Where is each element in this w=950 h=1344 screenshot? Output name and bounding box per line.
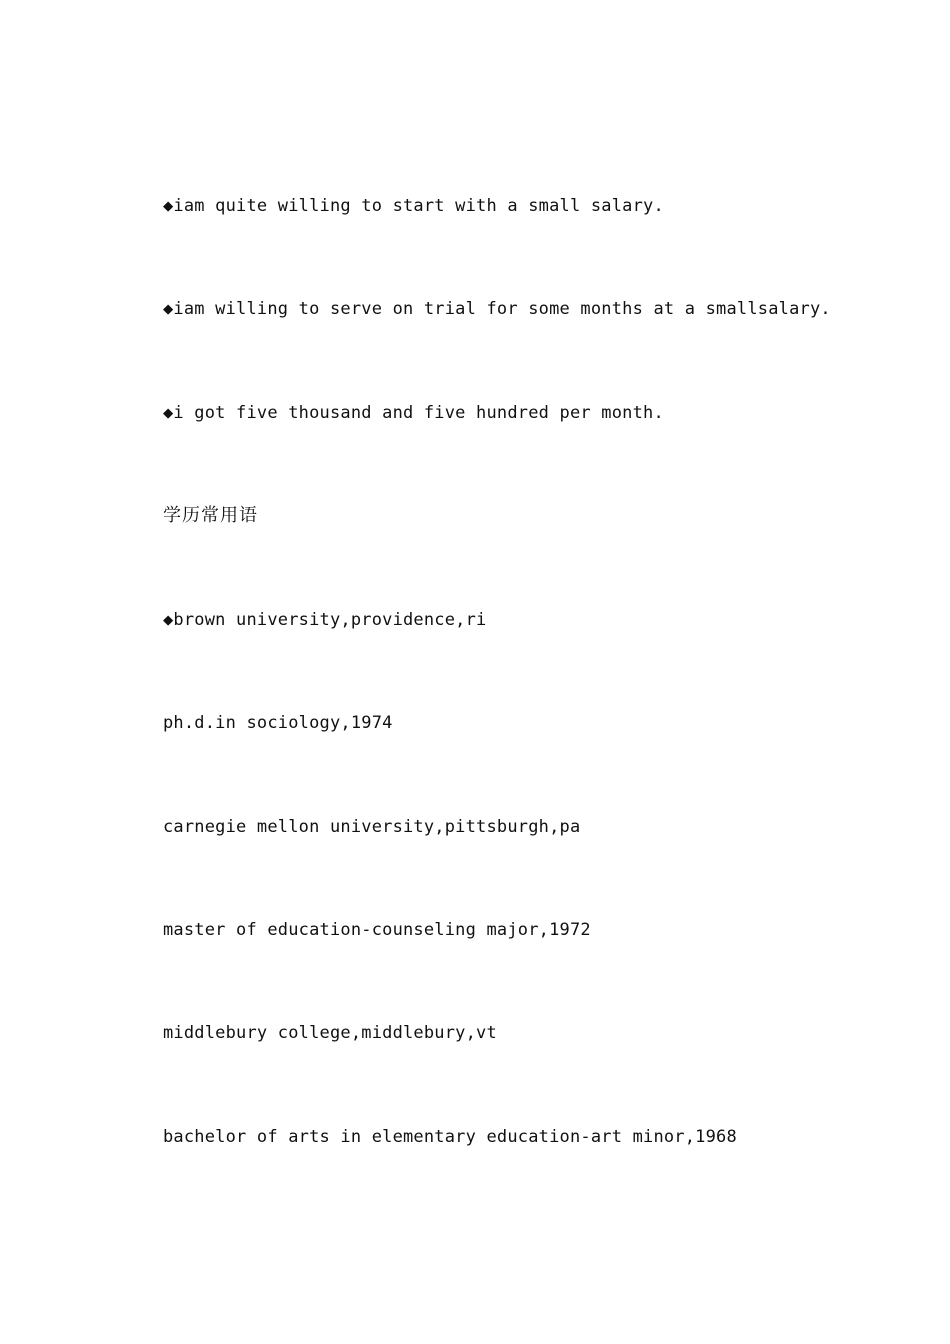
education-line-5: middlebury college,middlebury,vt (163, 1023, 497, 1043)
education-line-4: master of education-counseling major,1972 (163, 920, 591, 940)
section-heading-education: 学历常用语 (163, 505, 258, 526)
salary-line-3: ◆i got five thousand and five hundred per month. (163, 403, 664, 423)
salary-line-1: ◆iam quite willing to start with a small salary. (163, 196, 664, 216)
education-line-6: bachelor of arts in elementary education-art minor,1968 (163, 1127, 737, 1147)
education-line-3: carnegie mellon university,pittsburgh,pa (163, 817, 581, 837)
education-line-2: ph.d.in sociology,1974 (163, 713, 393, 733)
salary-line-2: ◆iam willing to serve on trial for some months at a smallsalary. (163, 299, 831, 319)
education-line-1: ◆brown university,providence,ri (163, 610, 487, 630)
